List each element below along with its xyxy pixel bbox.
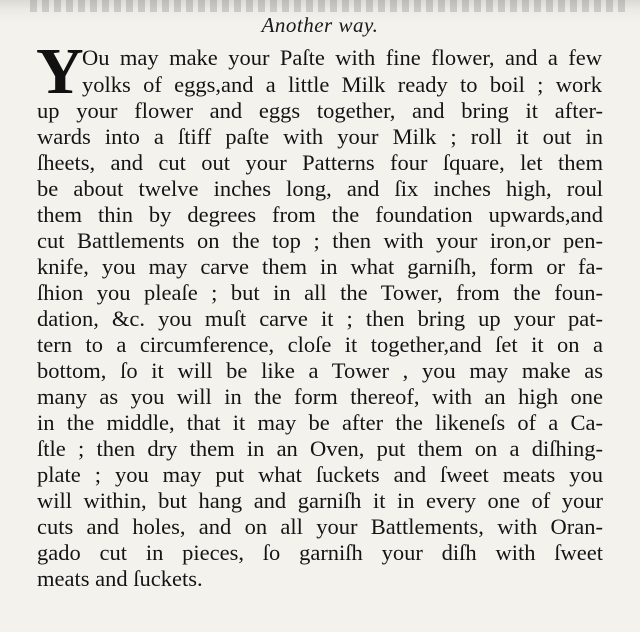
text-line: will within, but hang and garniſh it in every one of your <box>37 488 603 513</box>
bleed-through-text <box>30 0 630 12</box>
drop-cap: Y <box>36 35 84 108</box>
text-line: plate ; you may put what ſuckets and ſweet meats you <box>37 462 603 487</box>
text-line: yolks of eggs,and a little Milk ready to boil ; work <box>82 72 602 97</box>
text-line: cut Battlements on the top ; then with your iron,or pen- <box>37 228 603 253</box>
text-line: knife, you may carve them in what garniſh, form or fa- <box>37 254 603 279</box>
text-line: up your flower and eggs together, and bring it after- <box>37 98 603 123</box>
text-line: in the middle, that it may be after the likeneſs of a Ca- <box>37 410 603 435</box>
text-line: ſtle ; then dry them in an Oven, put them on a diſhing- <box>37 436 603 461</box>
text-line: ſheets, and cut out your Patterns four ſquare, let them <box>37 150 603 175</box>
text-line: bottom, ſo it will be like a Tower , you may make as <box>37 358 603 383</box>
text-line: cuts and holes, and on all your Battlements, with Oran- <box>37 514 603 539</box>
text-line: meats and ſuckets. <box>37 566 203 591</box>
text-line: ſhion you pleaſe ; but in all the Tower, from the foun- <box>37 280 603 305</box>
text-line: many as you will in the form thereof, with an high one <box>37 384 603 409</box>
text-line: be about twelve inches long, and ſix inches high, roul <box>37 176 603 201</box>
section-heading: Another way. <box>261 13 379 37</box>
text-line: wards into a ſtiff paſte with your Milk ; roll it out in <box>37 124 603 149</box>
text-line: dation, &c. you muſt carve it ; then bring up your pat- <box>37 306 603 331</box>
text-line: them thin by degrees from the foundation upwards,and <box>37 202 603 227</box>
text-line: tern to a circumference, cloſe it together,and ſet it on a <box>37 332 603 357</box>
text-line: Ou may make your Paſte with fine flower, and a few <box>82 45 602 70</box>
text-line: gado cut in pieces, ſo garniſh your diſh with ſweet <box>37 540 603 565</box>
